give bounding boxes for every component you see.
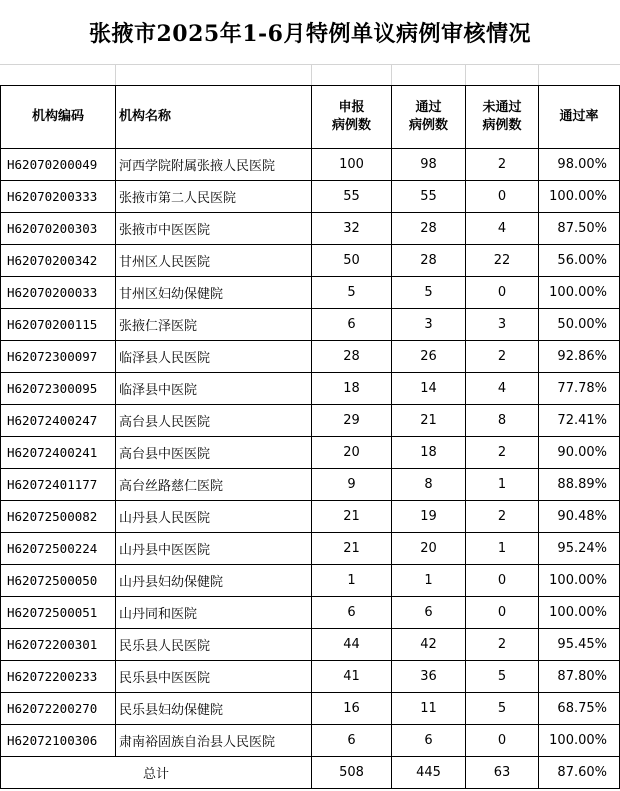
cell-rate: 88.89% [539, 469, 620, 501]
table-row [1, 213, 620, 245]
cell-declared: 1 [312, 565, 392, 597]
cell-passed: 21 [392, 405, 466, 437]
cell-code: H62072200233 [1, 661, 116, 693]
cell-declared: 29 [312, 405, 392, 437]
cell-name: 山丹县妇幼保健院 [116, 565, 312, 597]
cell-code: H62072300097 [1, 341, 116, 373]
cell-failed: 2 [466, 501, 539, 533]
cell-code: H62070200049 [1, 149, 116, 181]
cell-declared: 6 [312, 597, 392, 629]
cell-passed: 28 [392, 213, 466, 245]
cell-rate: 56.00% [539, 245, 620, 277]
header-passed [392, 86, 466, 149]
header-failed-line2: 病例数 [482, 118, 522, 133]
total-row [1, 757, 620, 789]
cell-code: H62072401177 [1, 469, 116, 501]
header-declared-line2: 病例数 [331, 118, 371, 133]
cell-code: H62072500082 [1, 501, 116, 533]
cell-rate: 90.48% [539, 501, 620, 533]
cell-code: H62072500050 [1, 565, 116, 597]
cell-failed: 1 [466, 533, 539, 565]
cell-passed: 14 [392, 373, 466, 405]
cell-failed: 4 [466, 213, 539, 245]
cell-passed: 3 [392, 309, 466, 341]
cell-name: 山丹县人民医院 [116, 501, 312, 533]
table-row [1, 725, 620, 757]
cell-name: 张掖市中医医院 [116, 213, 312, 245]
cell-failed: 22 [466, 245, 539, 277]
total-rate: 87.60% [539, 757, 620, 789]
cell-code: H62072200301 [1, 629, 116, 661]
cell-code: H62072100306 [1, 725, 116, 757]
cell-name: 高台丝路慈仁医院 [116, 469, 312, 501]
table-row [1, 181, 620, 213]
cell-name: 民乐县人民医院 [116, 629, 312, 661]
cell-rate: 72.41% [539, 405, 620, 437]
cell-failed: 0 [466, 597, 539, 629]
cell-failed: 2 [466, 341, 539, 373]
cell-rate: 92.86% [539, 341, 620, 373]
cell-name: 高台县人民医院 [116, 405, 312, 437]
cell-passed: 42 [392, 629, 466, 661]
table-row [1, 373, 620, 405]
cell-declared: 100 [312, 149, 392, 181]
cell-failed: 1 [466, 469, 539, 501]
table-row [1, 533, 620, 565]
table-row [1, 309, 620, 341]
cell-rate: 98.00% [539, 149, 620, 181]
cell-passed: 55 [392, 181, 466, 213]
header-failed [466, 86, 539, 149]
cell-name: 山丹同和医院 [116, 597, 312, 629]
cell-declared: 16 [312, 693, 392, 725]
cell-code: H62070200033 [1, 277, 116, 309]
cell-declared: 6 [312, 725, 392, 757]
header-declared [312, 86, 392, 149]
cell-passed: 26 [392, 341, 466, 373]
cell-rate: 100.00% [539, 725, 620, 757]
header-failed-line1: 未通过 [482, 100, 522, 115]
cell-declared: 18 [312, 373, 392, 405]
table-row [1, 277, 620, 309]
table-row [1, 437, 620, 469]
cell-code: H62072400241 [1, 437, 116, 469]
cell-passed: 6 [392, 597, 466, 629]
total-failed: 63 [466, 757, 539, 789]
cell-name: 张掖市第二人民医院 [116, 181, 312, 213]
cell-code: H62072400247 [1, 405, 116, 437]
cell-passed: 6 [392, 725, 466, 757]
cell-rate: 100.00% [539, 277, 620, 309]
cell-rate: 95.24% [539, 533, 620, 565]
cell-passed: 18 [392, 437, 466, 469]
cell-failed: 0 [466, 725, 539, 757]
table-row [1, 149, 620, 181]
cell-rate: 87.80% [539, 661, 620, 693]
cell-code: H62070200342 [1, 245, 116, 277]
cell-passed: 98 [392, 149, 466, 181]
page-title: 张掖市2025年1-6月特例单议病例审核情况 [89, 20, 531, 47]
cell-code: H62072300095 [1, 373, 116, 405]
cell-name: 河西学院附属张掖人民医院 [116, 149, 312, 181]
cell-code: H62070200303 [1, 213, 116, 245]
cell-failed: 0 [466, 181, 539, 213]
cell-declared: 21 [312, 533, 392, 565]
cell-passed: 19 [392, 501, 466, 533]
header-passed-line1: 通过 [415, 100, 442, 115]
cell-failed: 5 [466, 661, 539, 693]
cell-declared: 32 [312, 213, 392, 245]
cell-name: 临泽县人民医院 [116, 341, 312, 373]
empty-spreadsheet-row [0, 64, 620, 85]
cell-code: H62072200270 [1, 693, 116, 725]
cell-name: 民乐县中医医院 [116, 661, 312, 693]
header-code: 机构编码 [1, 86, 116, 149]
total-declared: 508 [312, 757, 392, 789]
table-row [1, 469, 620, 501]
table-row [1, 693, 620, 725]
cell-code: H62072500224 [1, 533, 116, 565]
table-row [1, 245, 620, 277]
cell-declared: 6 [312, 309, 392, 341]
cell-passed: 28 [392, 245, 466, 277]
cell-rate: 90.00% [539, 437, 620, 469]
cell-name: 甘州区人民医院 [116, 245, 312, 277]
table-row [1, 629, 620, 661]
header-rate: 通过率 [539, 86, 620, 149]
cell-failed: 0 [466, 277, 539, 309]
cell-code: H62072500051 [1, 597, 116, 629]
cell-failed: 2 [466, 629, 539, 661]
header-passed-line2: 病例数 [408, 118, 448, 133]
cell-rate: 100.00% [539, 565, 620, 597]
table-header-row [1, 86, 620, 149]
cell-declared: 20 [312, 437, 392, 469]
table-row [1, 341, 620, 373]
cell-declared: 5 [312, 277, 392, 309]
cell-name: 临泽县中医院 [116, 373, 312, 405]
total-label: 总计 [1, 757, 312, 789]
cell-code: H62070200333 [1, 181, 116, 213]
cell-failed: 3 [466, 309, 539, 341]
cell-failed: 2 [466, 437, 539, 469]
cell-rate: 50.00% [539, 309, 620, 341]
cell-declared: 41 [312, 661, 392, 693]
cell-declared: 55 [312, 181, 392, 213]
cell-name: 民乐县妇幼保健院 [116, 693, 312, 725]
cell-failed: 5 [466, 693, 539, 725]
cell-declared: 21 [312, 501, 392, 533]
cell-passed: 20 [392, 533, 466, 565]
cell-rate: 95.45% [539, 629, 620, 661]
cell-passed: 1 [392, 565, 466, 597]
cell-failed: 8 [466, 405, 539, 437]
cell-rate: 77.78% [539, 373, 620, 405]
table-row [1, 565, 620, 597]
cell-rate: 100.00% [539, 181, 620, 213]
table-row [1, 501, 620, 533]
cell-declared: 9 [312, 469, 392, 501]
cell-failed: 4 [466, 373, 539, 405]
cell-declared: 50 [312, 245, 392, 277]
cell-passed: 8 [392, 469, 466, 501]
cell-declared: 28 [312, 341, 392, 373]
header-name: 机构名称 [116, 86, 312, 149]
cell-rate: 100.00% [539, 597, 620, 629]
cell-rate: 87.50% [539, 213, 620, 245]
review-table [0, 85, 620, 789]
cell-declared: 44 [312, 629, 392, 661]
cell-passed: 36 [392, 661, 466, 693]
table-row [1, 661, 620, 693]
cell-failed: 0 [466, 565, 539, 597]
cell-code: H62070200115 [1, 309, 116, 341]
header-declared-line1: 申报 [338, 100, 365, 115]
cell-name: 张掖仁泽医院 [116, 309, 312, 341]
total-passed: 445 [392, 757, 466, 789]
cell-name: 山丹县中医医院 [116, 533, 312, 565]
cell-rate: 68.75% [539, 693, 620, 725]
cell-passed: 11 [392, 693, 466, 725]
cell-name: 肃南裕固族自治县人民医院 [116, 725, 312, 757]
table-row [1, 405, 620, 437]
cell-name: 甘州区妇幼保健院 [116, 277, 312, 309]
cell-failed: 2 [466, 149, 539, 181]
cell-passed: 5 [392, 277, 466, 309]
cell-name: 高台县中医医院 [116, 437, 312, 469]
table-row [1, 597, 620, 629]
